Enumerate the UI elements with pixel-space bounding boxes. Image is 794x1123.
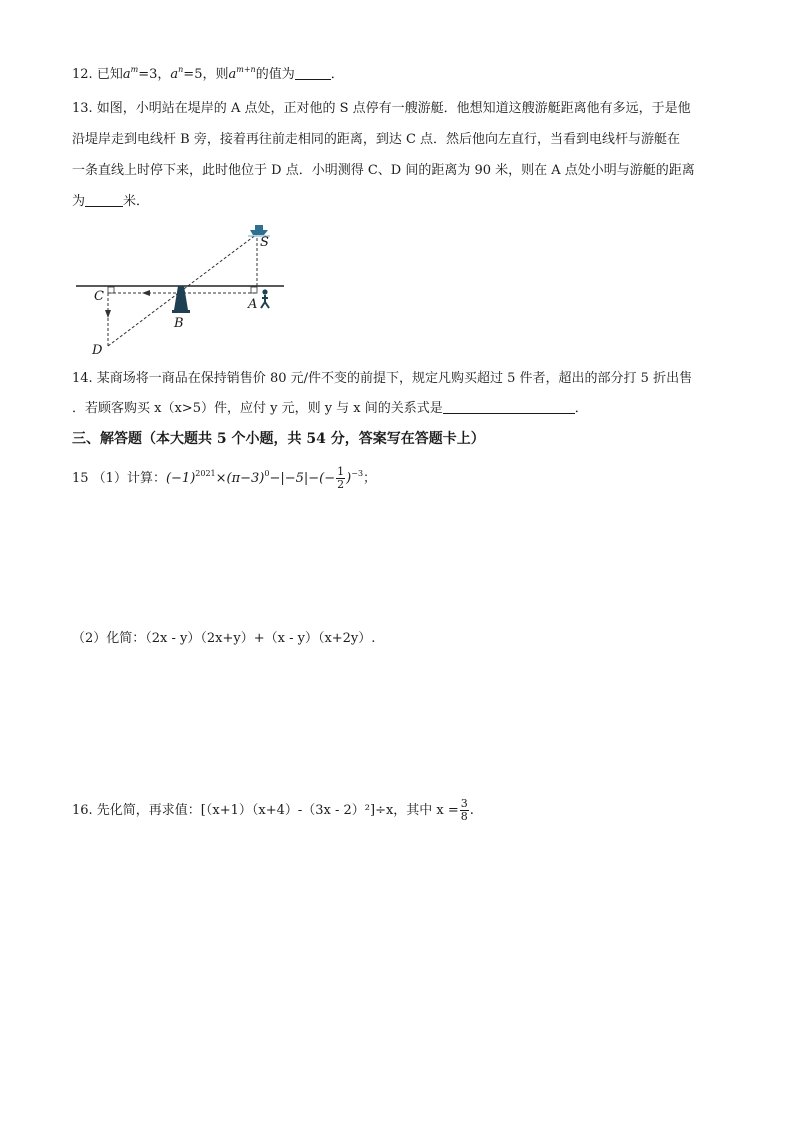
q15-exp-a: 2021 xyxy=(195,469,216,478)
q15-part1-end: ； xyxy=(363,471,377,486)
q15-exp-b: 0 xyxy=(264,469,270,478)
q14-line2-post: ． xyxy=(574,401,588,416)
q15-frac-num: 1 xyxy=(337,465,345,478)
q13-line4-pre: 为 xyxy=(72,194,86,209)
q14-line-1: 14. 某商场将一商品在保持销售价 80 元/件不变的前提下，规定凡购买超过 5 件者，超出的部分打 5 折出售 xyxy=(72,371,693,386)
q13-line-1: 13. 如图，小明站在堤岸的 A 点处，正对他的 S 点停有一艘游艇．他想知道这艘游艇距离他有多远，于是他 xyxy=(72,101,691,116)
q15-fraction xyxy=(336,466,345,491)
section-3-title: 三、解答题（本大题共 5 个小题，共 54 分，答案写在答题卡上） xyxy=(72,431,485,447)
q14-answer-blank[interactable] xyxy=(443,401,575,414)
q13-figure xyxy=(72,220,292,360)
q12-eq2: =5，则 xyxy=(183,67,229,82)
q16-frac-num: 3 xyxy=(460,797,468,810)
q12-text-known: 已知 xyxy=(96,67,123,82)
q13-answer-blank[interactable] xyxy=(85,194,123,207)
q12-eq1: =3， xyxy=(138,67,171,82)
q14-line2-pre: ．若顾客购买 x（x>5）件，应付 y 元，则 y 与 x 间的关系式是 xyxy=(72,401,443,416)
q14-line-2 xyxy=(72,400,588,418)
pole-icon xyxy=(172,286,190,313)
q16-frac-den: 8 xyxy=(460,810,468,823)
q16-fraction xyxy=(460,798,469,823)
q13-line-2: 沿堤岸走到电线杆 B 旁，接着再往前走相同的距离，到达 C 点．然后他向左直行，当看到电线杆与游艇在 xyxy=(72,132,681,147)
label-a: A xyxy=(248,297,258,312)
person-icon xyxy=(261,289,269,308)
q15-exp-d: −3 xyxy=(351,469,364,478)
label-b: B xyxy=(174,316,184,331)
q15-expr-a: (−1) xyxy=(165,471,196,486)
label-d: D xyxy=(92,343,103,358)
question-16 xyxy=(72,798,474,823)
right-angle-a xyxy=(251,287,257,293)
q16-pre: 16. 先化简，再求值：[（x+1）（x+4）-（3x - 2）²]÷x，其中 x = xyxy=(72,803,459,818)
q15-part1 xyxy=(72,466,376,491)
q15-expr-c: −|−5|−(− xyxy=(269,471,336,486)
q12-a-n: $a^n$ xyxy=(170,65,184,82)
q15-expr-b: ×(π−3) xyxy=(215,471,265,486)
q15-part2: （2）化简：（2x - y）（2x+y）+（x - y）（x+2y）. xyxy=(72,631,376,646)
q12-end: ． xyxy=(330,67,344,82)
arrow-left xyxy=(142,290,150,296)
q12-number: 12. xyxy=(72,67,93,82)
q13-line-4 xyxy=(72,193,149,211)
right-angle-c xyxy=(108,287,114,293)
q15-part1-pre: 15 （1）计算： xyxy=(72,471,166,486)
q15-expr-d: ) xyxy=(346,471,352,486)
q13-line-3: 一条直线上时停下来，此时他位于 D 点．小明测得 C、D 间的距离为 90 米，则在 A 点处小明与游艇的距离 xyxy=(72,163,695,178)
arrow-down xyxy=(105,310,111,318)
question-12 xyxy=(72,66,344,84)
q12-a-mn: $a^{m+n}$ xyxy=(228,65,256,82)
q12-a-m: $a^m$ xyxy=(122,65,139,82)
q13-line4-post: 米． xyxy=(123,194,150,209)
q12-answer-blank[interactable] xyxy=(295,67,331,80)
label-c: C xyxy=(94,289,104,304)
q16-post: . xyxy=(469,803,474,818)
q15-frac-den: 2 xyxy=(337,478,345,491)
q12-text-value: 的值为 xyxy=(255,67,295,82)
label-s: S xyxy=(260,235,269,250)
